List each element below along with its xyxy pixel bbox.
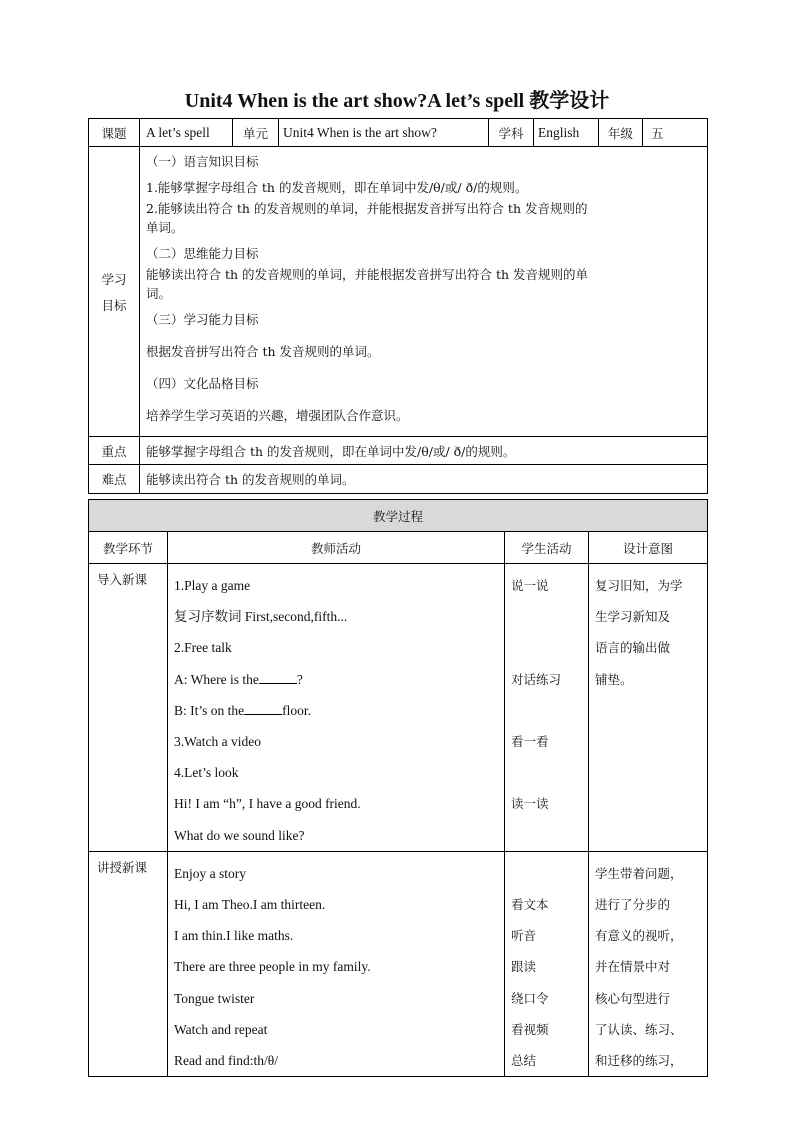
student-line: 跟读 xyxy=(511,959,537,975)
unit-label: 单元 xyxy=(233,119,279,147)
intent-line: 学生带着问题， xyxy=(595,865,683,881)
student-line: 绕口令 xyxy=(511,990,549,1006)
teacher-activity xyxy=(168,851,505,1076)
process-title: 教学过程 xyxy=(89,500,708,532)
difficulty-text: 能够读出符合 th 的发音规则的单词。 xyxy=(140,465,708,494)
fill-blank xyxy=(259,672,297,684)
teacher-line: Tongue twister xyxy=(174,990,255,1006)
student-activity xyxy=(505,564,589,852)
teacher-line xyxy=(174,664,504,695)
intent-line: 生学习新知及 xyxy=(595,609,671,625)
dialog-b-text: B: It’s on the xyxy=(174,702,245,718)
objective-line: 根据发音拼写出符合 th 发音规则的单词。 xyxy=(146,344,380,359)
key-point-label: 重点 xyxy=(89,437,140,465)
student-line xyxy=(511,757,588,788)
teacher-line: 4.Let’s look xyxy=(174,765,239,781)
intent-line: 和迁移的练习， xyxy=(595,1053,683,1069)
objective-heading: （二）思维能力目标 xyxy=(146,246,259,261)
stage-name: 导入新课 xyxy=(89,564,168,852)
intent-line: 了认读、练习、 xyxy=(595,1021,683,1037)
student-line: 看文本 xyxy=(511,897,549,913)
dialog-b-end: floor. xyxy=(282,702,311,718)
intent-line: 并在情景中对 xyxy=(595,959,671,975)
teacher-line xyxy=(174,695,504,726)
dialog-a-text: A: Where is the xyxy=(174,671,259,687)
teacher-line: Watch and repeat xyxy=(174,1021,268,1037)
student-line: 听音 xyxy=(511,928,537,944)
grade-value: 五 xyxy=(643,119,708,147)
teacher-line: Enjoy a story xyxy=(174,865,246,881)
objective-heading: （三）学习能力目标 xyxy=(146,312,259,327)
intent-line: 复习旧知，为学 xyxy=(595,578,683,593)
subject-value: English xyxy=(534,119,599,147)
process-row-new-lesson xyxy=(89,851,708,1076)
objective-line: 培养学生学习英语的兴趣，增强团队合作意识。 xyxy=(146,408,409,423)
process-row-intro xyxy=(89,564,708,852)
objective-line: 单词。 xyxy=(146,220,184,235)
dialog-a-end: ? xyxy=(296,671,303,687)
intent-line: 核心句型进行 xyxy=(595,990,671,1006)
intent-line: 进行了分步的 xyxy=(595,897,671,913)
difficulty-label: 难点 xyxy=(89,465,140,494)
teacher-line: Hi, I am Theo.I am thirteen. xyxy=(174,897,326,913)
teacher-line: What do we sound like? xyxy=(174,827,305,843)
objectives-label xyxy=(89,147,140,437)
student-line: 看一看 xyxy=(511,734,549,750)
topic-label: 课题 xyxy=(89,119,140,147)
teacher-line: 1.Play a game xyxy=(174,578,251,593)
student-activity xyxy=(505,851,589,1076)
teacher-line: I am thin.I like maths. xyxy=(174,928,294,944)
teacher-line: 2.Free talk xyxy=(174,640,232,656)
fill-blank xyxy=(244,703,282,715)
objectives-content xyxy=(140,147,708,437)
col-header-stage: 教学环节 xyxy=(89,532,168,564)
student-line: 读一读 xyxy=(511,796,549,812)
teacher-line: Hi! I am “h”, I have a good friend. xyxy=(174,796,361,812)
student-line xyxy=(511,601,588,632)
objective-heading: （一）语言知识目标 xyxy=(146,154,259,169)
teaching-process-table xyxy=(88,499,708,1077)
student-line xyxy=(511,858,588,889)
intent-line: 有意义的视听， xyxy=(595,928,683,944)
teacher-line: Read and find:th/θ/ xyxy=(174,1053,278,1069)
objective-line: 2.能够读出符合 th 的发音规则的单词，并能根据发音拼写出符合 th 发音规则的 xyxy=(146,201,588,216)
objective-line: 能够读出符合 th 的发音规则的单词，并能根据发音拼写出符合 th 发音规则的单 xyxy=(146,267,589,282)
col-header-intent: 设计意图 xyxy=(589,532,708,564)
stage-name: 讲授新课 xyxy=(89,851,168,1076)
teacher-line: There are three people in my family. xyxy=(174,959,371,975)
design-intent xyxy=(589,851,708,1076)
design-intent xyxy=(589,564,708,852)
subject-label: 学科 xyxy=(489,119,534,147)
student-line: 对话练习 xyxy=(511,671,562,687)
student-line: 总结 xyxy=(511,1053,537,1069)
key-point-text: 能够掌握字母组合 th 的发音规则，即在单词中发/θ/或/ ð/的规则。 xyxy=(140,437,708,465)
student-line: 看视频 xyxy=(511,1021,549,1037)
objective-line: 词。 xyxy=(146,286,172,301)
intent-line: 铺垫。 xyxy=(595,671,633,687)
col-header-student: 学生活动 xyxy=(505,532,589,564)
teacher-line: 3.Watch a video xyxy=(174,734,262,750)
student-line xyxy=(511,632,588,663)
lesson-info-table xyxy=(88,118,708,494)
student-line: 说一说 xyxy=(511,578,549,593)
unit-value: Unit4 When is the art show? xyxy=(279,119,489,147)
objective-heading: （四）文化品格目标 xyxy=(146,376,259,391)
document-title: Unit4 When is the art show?A let’s spell 教学设计 xyxy=(184,90,610,112)
student-line xyxy=(511,695,588,726)
teacher-line: 复习序数词 First,second,fifth... xyxy=(174,609,348,625)
teacher-activity xyxy=(168,564,505,852)
col-header-teacher: 教师活动 xyxy=(168,532,505,564)
topic-value: A let’s spell xyxy=(140,119,233,147)
objectives-label-line1: 学习 xyxy=(101,271,127,287)
grade-label: 年级 xyxy=(599,119,643,147)
objectives-label-line2: 目标 xyxy=(101,297,127,313)
intent-line: 语言的输出做 xyxy=(595,640,671,656)
objective-line: 1.能够掌握字母组合 th 的发音规则，即在单词中发/θ/或/ ð/的规则。 xyxy=(146,180,528,195)
